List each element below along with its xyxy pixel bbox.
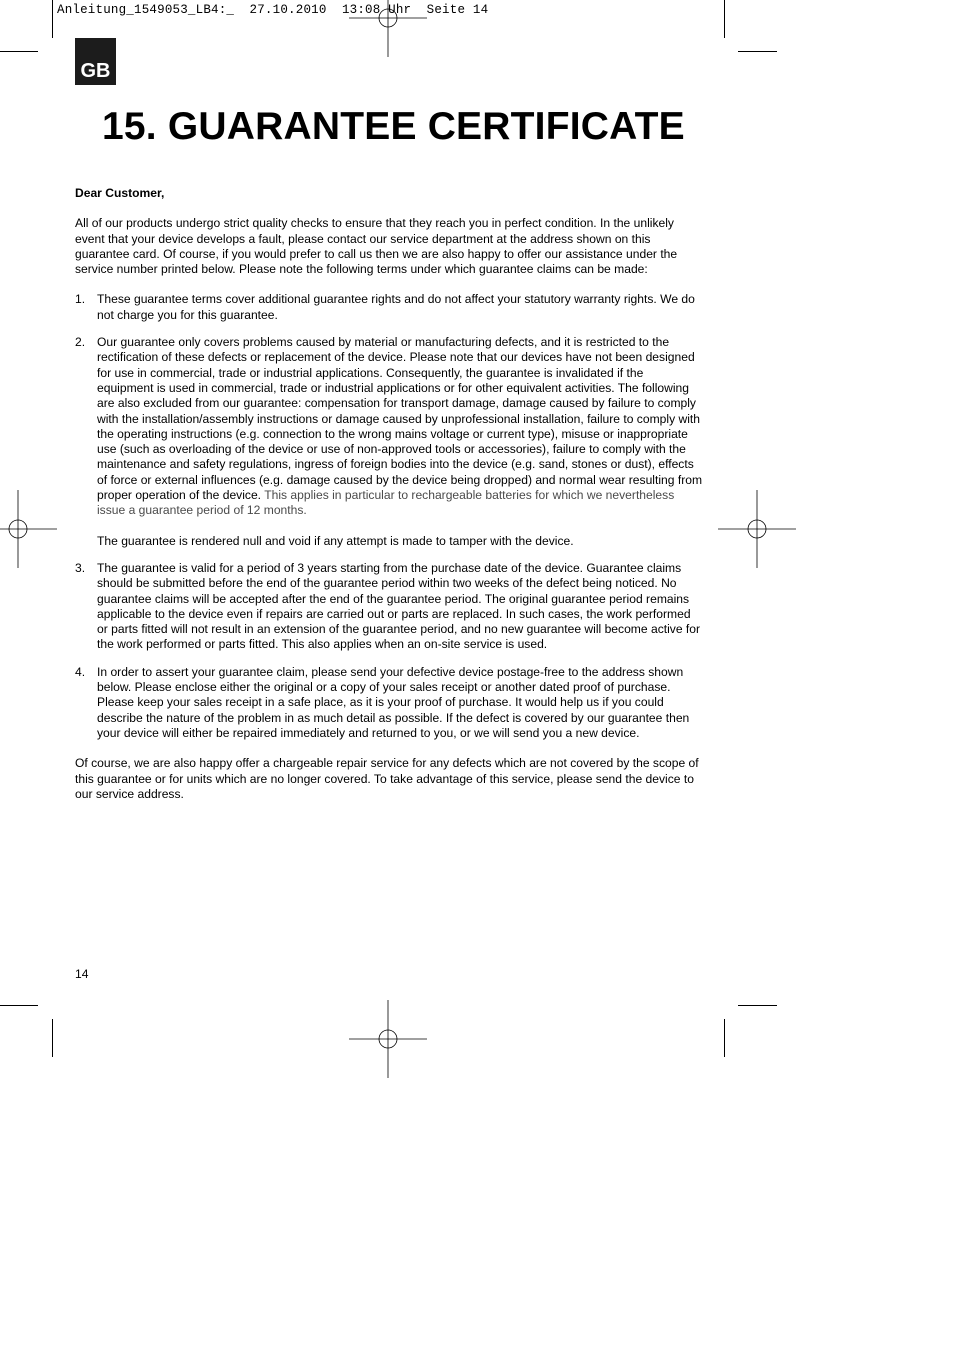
page-title: 15. GUARANTEE CERTIFICATE	[102, 105, 685, 148]
crop-mark-bottom-right-vertical	[724, 1019, 725, 1057]
list-item-number: 2.	[75, 335, 86, 350]
battery-note: This applies in particular to rechargeable batteries for which we nevertheless issue a guarantee period of 12 months.	[97, 488, 675, 518]
closing-paragraph: Of course, we are also happy offer a chargeable repair service for any defects which are not covered by the scope of this guarantee or for units which are no longer covered. To take advantage of this service, please send the device to our service address.	[75, 756, 699, 801]
list-item-text: In order to assert your guarantee claim, please send your defective device postage-free to the address shown below. Please enclose either the original or a copy of your sales receipt or another dated proof of purchase. Please keep your sales receipt in a safe place, as it is your proof of purchase. It would help us if you could describe the nature of the problem in as much detail as possible. If the defect is covered by our guarantee then your device will either be repaired immediately and returned to you, or we will send you a new device.	[97, 664, 690, 740]
salutation: Dear Customer,	[75, 186, 165, 200]
list-item-number: 3.	[75, 560, 86, 575]
print-slug-line: Anleitung_1549053_LB4:_ 27.10.2010 13:08 Uhr Seite 14	[57, 3, 489, 17]
registration-mark-top	[349, 0, 427, 57]
list-item	[75, 665, 703, 741]
list-item-text: These guarantee terms cover additional guarantee rights and do not affect your statutory warranty rights. We do not charge you for this guarantee.	[97, 292, 695, 322]
registration-mark-bottom	[349, 1000, 427, 1078]
list-item	[75, 292, 703, 323]
intro-paragraph: All of our products undergo strict quality checks to ensure that they reach you in perfect condition. In the unlikely event that your device develops a fault, please contact our service department at the address shown on this guarantee card. Of course, if you would prefer to call us then we are also happy to offer our assistance under the service number printed below. Please note the following terms under which guarantee claims can be made:	[75, 216, 678, 277]
list-item-number: 1.	[75, 292, 86, 307]
list-item	[75, 561, 703, 653]
crop-mark-bottom-right-horizontal	[738, 1005, 777, 1006]
crop-mark-bottom-left-horizontal	[0, 1005, 38, 1006]
list-item-number: 4.	[75, 664, 86, 679]
registration-mark-right	[718, 490, 796, 568]
crop-mark-top-right-horizontal	[738, 51, 777, 52]
language-badge: GB	[75, 38, 116, 85]
list-item-text	[97, 335, 703, 519]
guarantee-text	[75, 186, 703, 802]
crop-mark-bottom-left-vertical	[52, 1019, 53, 1057]
tamper-note: The guarantee is rendered null and void if any attempt is made to tamper with the device.	[97, 533, 574, 548]
crop-mark-top-right-vertical	[724, 0, 725, 38]
crop-mark-top-left-horizontal	[0, 51, 38, 52]
list-item-text: The guarantee is valid for a period of 3 years starting from the purchase date of the device. Guarantee claims should be submitted before the end of the guarantee period within two weeks of the defect being noticed. No guarantee claims will be accepted after the end of the guarantee period. The original guarantee period remains applicable to the device even if repairs are carried out or parts are replaced. In such cases, the work performed or parts fitted will not result in an extension of the guarantee period, and no new guarantee will become active for the work performed or parts fitted. This also applies when an on-site service is used.	[97, 560, 701, 652]
list-item-text-main: Our guarantee only covers problems caused by material or manufacturing defects, and it is restricted to the rectification of these defects or replacement of the device. Please note that our devices have not been designed for use in commercial, trade or industrial applications. Consequently, the guarantee is invalidated if the equipment is used in commercial, trade or industrial applications or for other equivalent activities. The following are also excluded from our guarantee: compensation for transport damage, damage caused by failure to comply with the installation/assembly instructions or damage caused by unprofessional installation, failure to comply with the operating instructions (e.g. connection to the wrong mains voltage or current type), misuse or inappropriate use (such as overloading of the device or use of non-approved tools or accessories), failure to comply with the maintenance and safety regulations, ingress of foreign bodies into the device (e.g. sand, stones or dust), effects of force or external influences (e.g. damage caused by the device being dropped) and normal wear resulting from proper operation of the device.	[97, 335, 703, 503]
list-item	[75, 335, 703, 549]
crop-mark-top-left-vertical	[52, 0, 53, 38]
registration-mark-left	[0, 490, 57, 568]
page-number: 14	[75, 967, 89, 981]
